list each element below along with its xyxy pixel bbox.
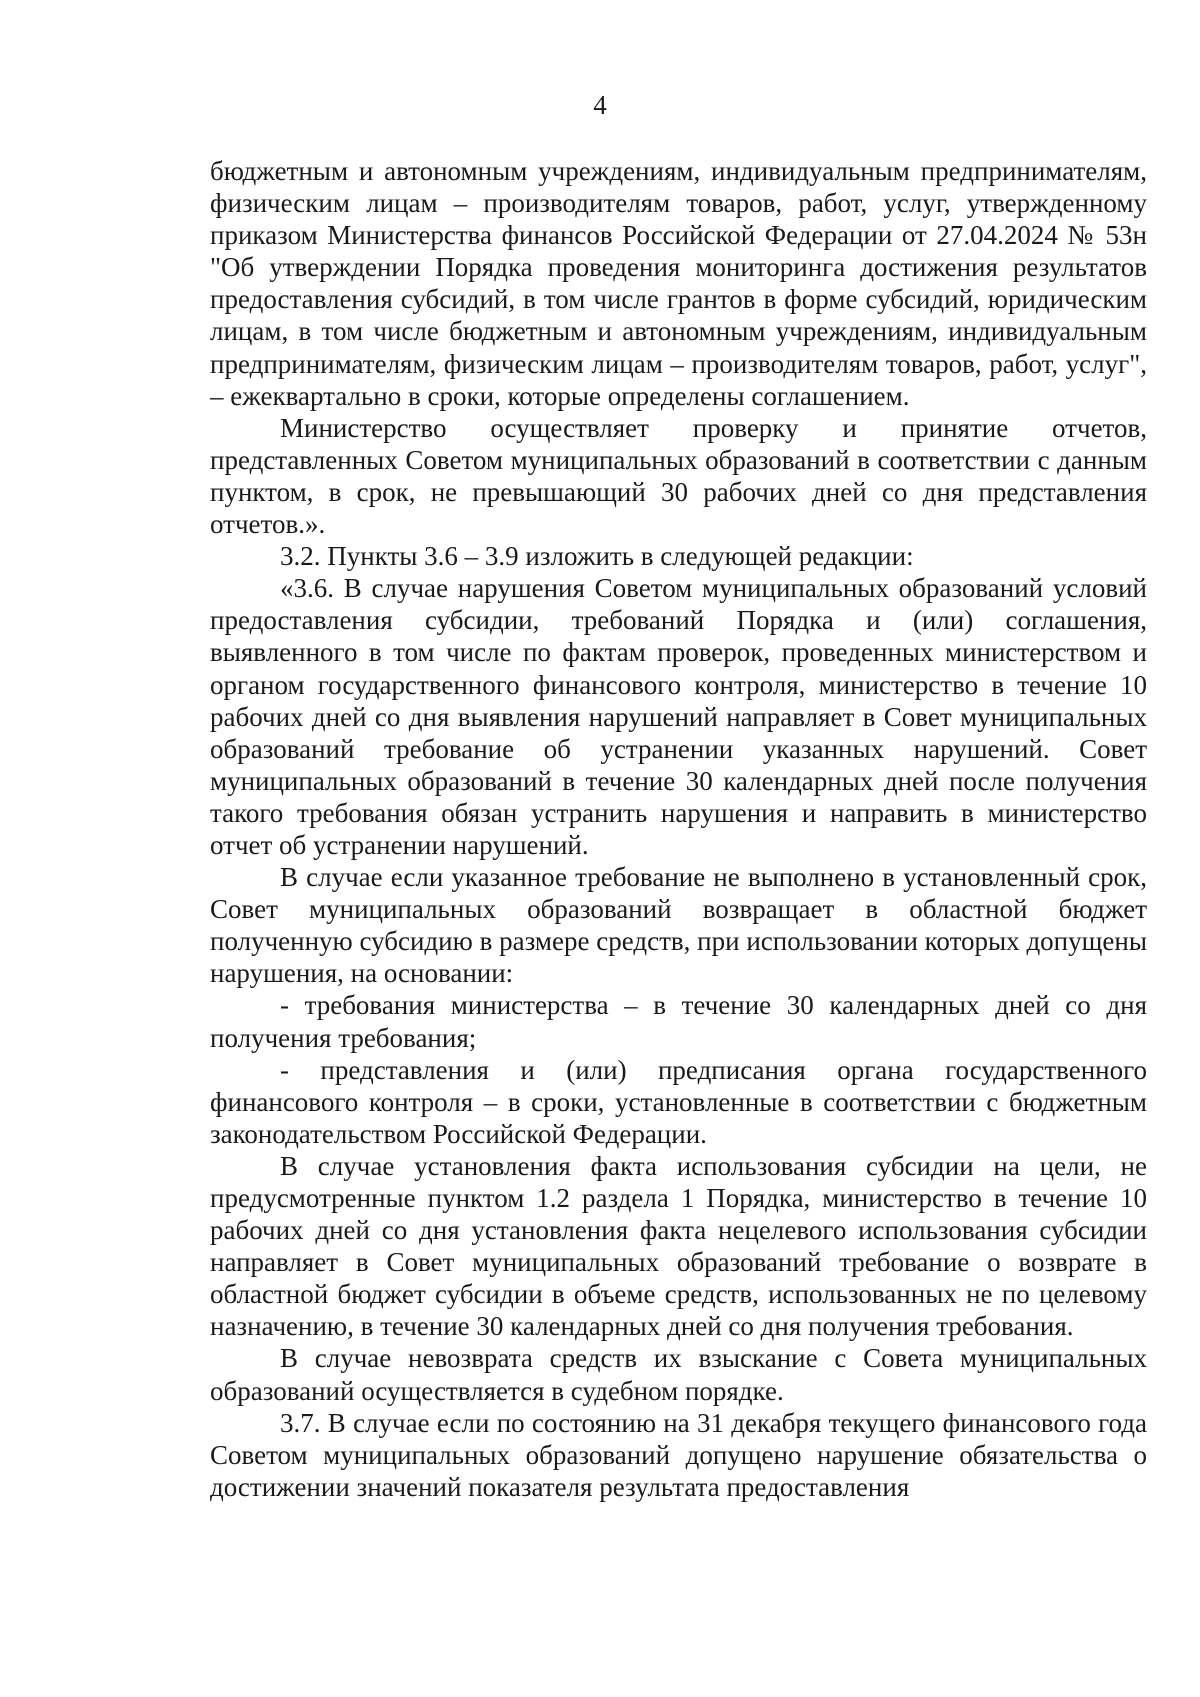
- paragraph-2: Министерство осуществляет проверку и принятие отчетов, представленных Советом муниципальных образований в соответствии с данным пунктом, в срок, не превышающий 30 рабочих дней со дня представления отчетов.».: [210, 412, 1147, 540]
- page-number: 4: [593, 90, 607, 120]
- paragraph-1: бюджетным и автономным учреждениям, индивидуальным предпринимателям, физическим лицам – производителям товаров, работ, услуг, утвержденному приказом Министерства финансов Российской Федерации от 27.04.2024 № 53н "Об утверждении Порядка проведения мониторинга достижения результатов предоставления субсидий, в том числе грантов в форме субсидий, юридическим лицам, в том числе бюджетным и автономным учреждениям, индивидуальным предпринимателям, физическим лицам – производителям товаров, работ, услуг", – ежеквартально в сроки, которые определены соглашением.: [210, 156, 1147, 411]
- paragraph-9: В случае невозврата средств их взыскание с Совета муниципальных образований осуществляется в судебном порядке.: [210, 1343, 1147, 1406]
- paragraph-10: 3.7. В случае если по состоянию на 31 декабря текущего финансового года Советом муниципальных образований допущено нарушение обязательства о достижении значений показателя результата предоставления: [210, 1407, 1147, 1502]
- document-body: [210, 155, 1147, 1503]
- paragraph-5: В случае если указанное требование не выполнено в установленный срок, Совет муниципальных образований возвращает в областной бюджет полученную субсидию в размере средств, при использовании которых допущены нарушения, на основании:: [210, 862, 1147, 989]
- paragraph-4: «3.6. В случае нарушения Советом муниципальных образований условий предоставления субсидии, требований Порядка и (или) соглашения, выявленного в том числе по фактам проверок, проведенных министерством и органом государственного финансового контроля, министерство в течение 10 рабочих дней со дня выявления нарушений направляет в Совет муниципальных образований требование об устранении указанных нарушений. Совет муниципальных образований в течение 30 календарных дней после получения такого требования обязан устранить нарушения и направить в министерство отчет об устранении нарушений.: [210, 573, 1147, 860]
- paragraph-3: 3.2. Пункты 3.6 – 3.9 изложить в следующей редакции:: [280, 541, 914, 572]
- paragraph-8: В случае установления факта использования субсидии на цели, не предусмотренные пунктом 1.2 раздела 1 Порядка, министерство в течение 10 рабочих дней со дня установления факта нецелевого использования субсидии направляет в Совет муниципальных образований требование о возврате в областной бюджет субсидии в объеме средств, использованных не по целевому назначению, в течение 30 календарных дней со дня получения требования.: [210, 1150, 1147, 1342]
- paragraph-6: - требования министерства – в течение 30 календарных дней со дня получения требования;: [210, 990, 1147, 1053]
- paragraph-7: - представления и (или) предписания органа государственного финансового контроля – в сроки, установленные в соответствии с бюджетным законодательством Российской Федерации.: [210, 1054, 1147, 1149]
